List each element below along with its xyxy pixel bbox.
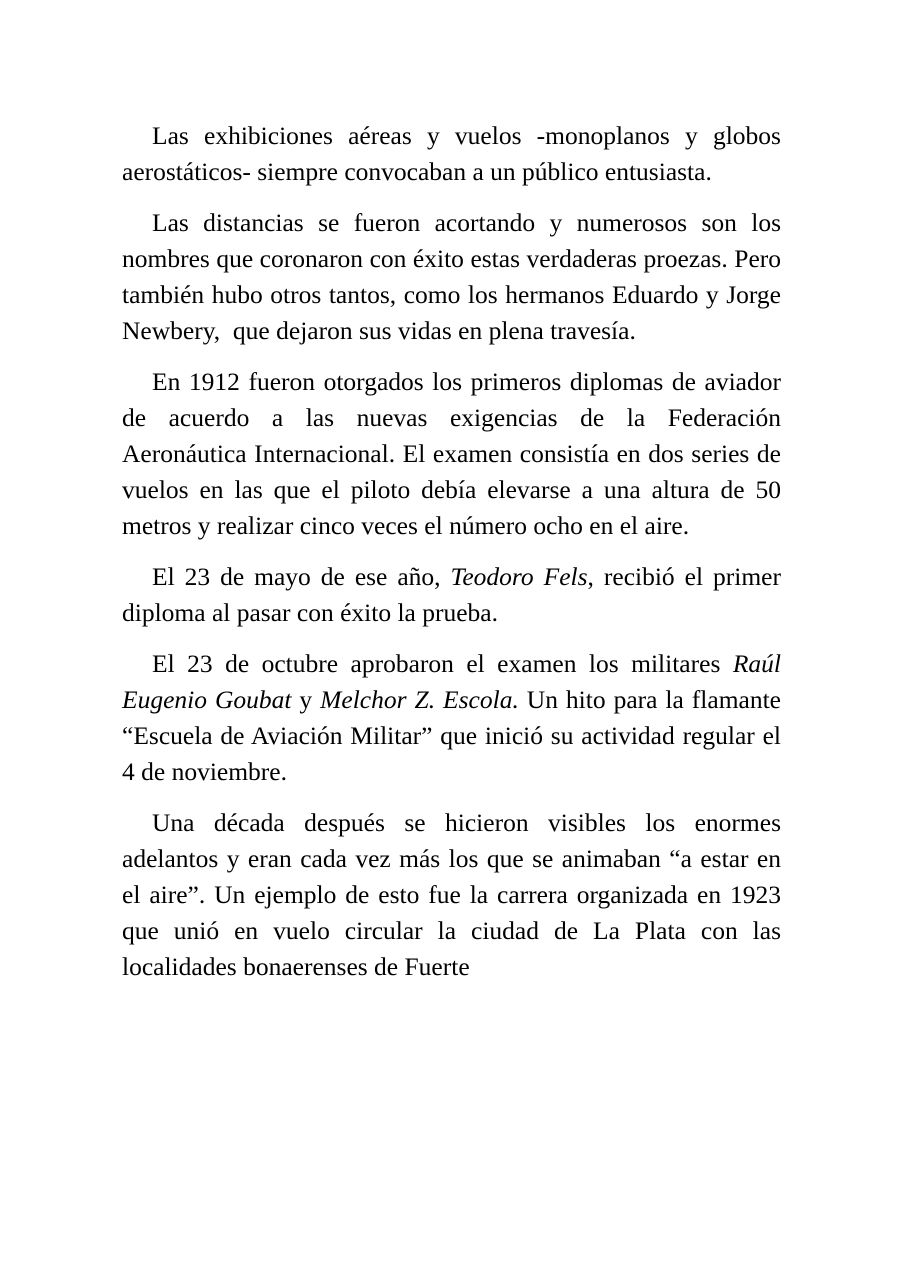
text-run: Una década después se hicieron visibles los enormes adelantos y eran cada vez más los que se animaban “a estar en el aire”. Un ejemplo de esto fue la carrera organizada en 1923 que unió en vuelo circular la ciudad de La Plata con las localidades bonaerenses de Fuerte [122, 808, 788, 981]
text-run: Las distancias se fueron acortando y numerosos son los nombres que coronaron con éxito estas verdaderas proezas. Pero también hubo otros tantos, como los hermanos Eduardo y Jorge Newbery, que dejaron sus vidas en plena travesía. [122, 208, 788, 345]
text-run: El 23 de mayo de ese año, [152, 562, 451, 591]
paragraph [122, 805, 788, 985]
italic-text-run: Melchor Z. Escola. [320, 685, 519, 714]
text-run: , recibió el primer diploma al pasar con éxito la prueba. [122, 562, 788, 627]
text-run: En 1912 fueron otorgados los primeros diplomas de aviador de acuerdo a las nuevas exigencias de la Federación Aeronáutica Internacional. El examen consistía en dos series de vuelos en las que el piloto debía elevarse a una altura de 50 metros y realizar cinco veces el número ocho en el aire. [122, 367, 788, 540]
paragraph [122, 646, 788, 790]
paragraph [122, 559, 788, 631]
paragraph [122, 364, 788, 544]
text-run: Un hito para la flamante “Escuela de Aviación Militar” que inició su actividad regular el 4 de noviembre. [122, 685, 788, 786]
paragraph [122, 118, 788, 190]
text-run: El 23 de octubre aprobaron el examen los militares [152, 649, 733, 678]
text-run: Las exhibiciones aéreas y vuelos -monoplanos y globos aerostáticos- siempre convocaban a un público entusiasta. [122, 121, 788, 186]
paragraph [122, 205, 788, 349]
text-run: y [291, 685, 321, 714]
body-text-column [122, 118, 788, 985]
italic-text-run: Teodoro Fels [450, 562, 588, 591]
italic-text-run: Raúl Eugenio Goubat [122, 649, 788, 714]
